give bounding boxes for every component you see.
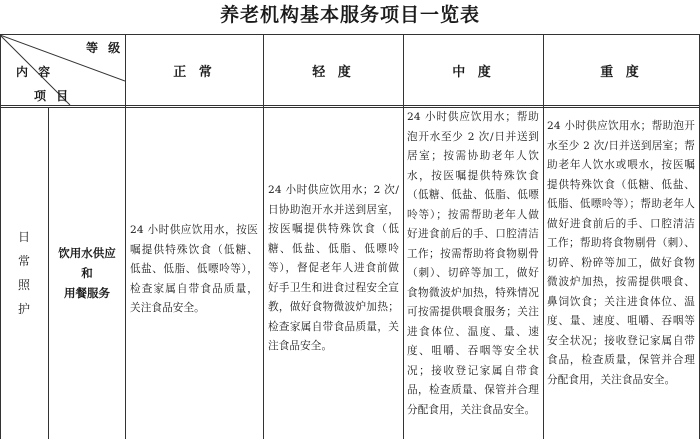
- header-moderate: 中 度: [452, 64, 495, 80]
- category-char: 护: [17, 302, 30, 316]
- corner-item-label: 项 目: [34, 89, 72, 103]
- cell-normal: 24 小时供应饮用水，按医嘱提供特殊饮食（低糖、低盐、低脂、低嘌呤等），检查家属自带食品质量，关注食品安全。: [130, 224, 258, 314]
- cell-severe: 24 小时供应饮用水；帮助泡开水至少 2 次/日并送到居室；帮助老年人饮水或喂水，按医嘱提供特殊饮食（低糖、低盐、低脂、低嘌呤等）；帮助老年人做好进食前后的手、口腔清洁工作；帮助将食物剔骨（刺）、切碎、粉碎等加工，做好食物微波炉加热，按需提供喂食、鼻饲饮食；关注进食体位、温度、量、速度、咀嚼、吞咽等安全状况；接收登记家属自带食品，检查质量，保管并合理分配食用，关注食品安全。: [547, 120, 695, 386]
- header-severe: 重 度: [600, 64, 643, 80]
- header-divider: [0, 105, 700, 106]
- cell-mild: 24 小时供应饮用水；2 次/日协助泡开水并送到居室，按医嘱提供特殊饮食（低糖、低盐、低脂、低嘌呤等），督促老年人进食前做好手卫生和进食过程安全宣教，做好食物微波炉加热；检查家属自带食品质量，关注食品安全。: [268, 184, 399, 352]
- category-char: 常: [17, 254, 30, 268]
- page-title: 养老机构基本服务项目一览表: [219, 4, 480, 26]
- header-mild: 轻 度: [312, 64, 355, 80]
- cell-moderate: 24 小时供应饮用水；帮助泡开水至少 2 次/日并送到居室；按需协助老年人饮水，按医嘱提供特殊饮食（低糖、低盐、低脂、低嘌呤等）；按需帮助老年人做好进食前后的手、口腔清洁工作；按需帮助将食物剔骨（刺）、切碎等加工，做好食物微波炉加热，特殊情况可按需提供喂食服务；关注进食体位、温度、量、速度、咀嚼、吞咽等安全状况；接收登记家属自带食品，检查质量、保管并合理分配食用，关注食品安全。: [407, 111, 539, 416]
- service-table: [0, 34, 700, 439]
- service-cell: [49, 107, 125, 439]
- service-line: 和: [81, 266, 93, 280]
- corner-grade-label: 等 级: [86, 41, 124, 55]
- category-cell: [0, 107, 48, 439]
- category-char: 日: [17, 230, 30, 244]
- corner-content-label: 内 容: [16, 65, 54, 79]
- service-line: 饮用水供应: [58, 246, 116, 260]
- service-line: 用餐服务: [64, 286, 110, 300]
- category-char: 照: [17, 278, 30, 292]
- header-normal: 正 常: [173, 64, 216, 80]
